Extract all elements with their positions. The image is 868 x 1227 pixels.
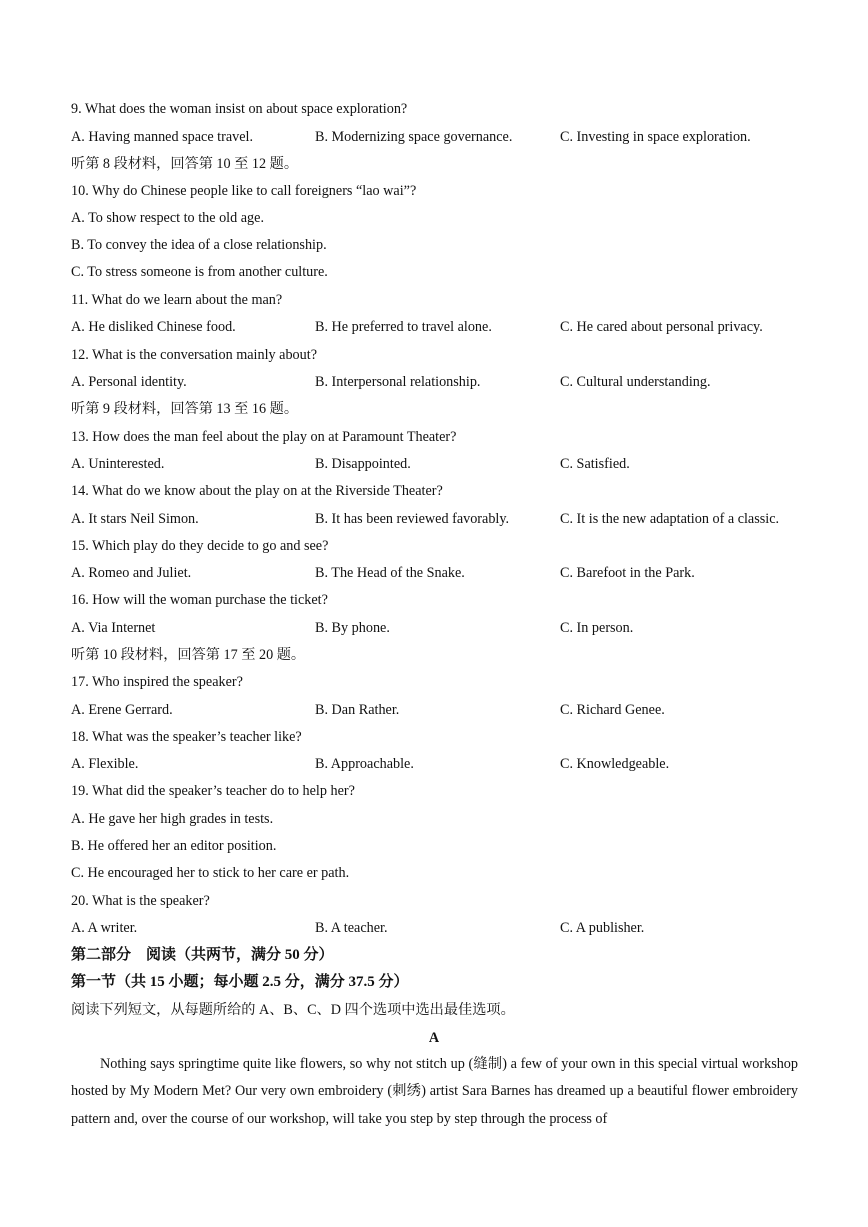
option-c: C. In person. [560, 620, 634, 636]
question-13: 13. How does the man feel about the play on at Paramount Theater? [71, 429, 457, 445]
option-c: C. Richard Genee. [560, 702, 665, 718]
option-a: A. Personal identity. [71, 374, 187, 390]
question-19: 19. What did the speaker’s teacher do to help her? [71, 783, 355, 799]
question-11: 11. What do we learn about the man? [71, 292, 283, 308]
option-c: C. Satisfied. [560, 456, 630, 472]
passage-label: A [428, 1030, 440, 1046]
option-a: A. Having manned space travel. [71, 129, 254, 145]
question-20: 20. What is the speaker? [71, 893, 210, 909]
option-c: C. A publisher. [560, 920, 645, 936]
option-c: C. Barefoot in the Park. [560, 565, 695, 581]
section-8-instruction: 听第 8 段材料，回答第 10 至 12 题。 [71, 156, 299, 172]
question-12: 12. What is the conversation mainly about? [71, 347, 317, 363]
question-17: 17. Who inspired the speaker? [71, 674, 243, 690]
option-c: C. Investing in space exploration. [560, 129, 751, 145]
option-c: C. Cultural understanding. [560, 374, 711, 390]
option-10-c: C. To stress someone is from another culture. [71, 264, 328, 280]
option-b: B. Approachable. [315, 756, 414, 772]
question-14: 14. What do we know about the play on at the Riverside Theater? [71, 483, 443, 499]
option-10-b: B. To convey the idea of a close relationship. [71, 237, 327, 253]
option-b: B. Disappointed. [315, 456, 411, 472]
part-two-title: 第二部分 阅读（共两节，满分 50 分） [71, 947, 334, 963]
question-16: 16. How will the woman purchase the ticket? [71, 592, 328, 608]
option-c: C. Knowledgeable. [560, 756, 670, 772]
option-b: B. He preferred to travel alone. [315, 319, 492, 335]
option-b: B. Interpersonal relationship. [315, 374, 481, 390]
question-10: 10. Why do Chinese people like to call foreigners “lao wai”? [71, 183, 417, 199]
question-9: 9. What does the woman insist on about space exploration? [71, 101, 408, 117]
option-a: A. Romeo and Juliet. [71, 565, 192, 581]
option-10-a: A. To show respect to the old age. [71, 210, 264, 226]
reading-instruction: 阅读下列短文，从每题所给的 A、B、C、D 四个选项中选出最佳选项。 [71, 1002, 515, 1018]
option-a: A. Via Internet [71, 620, 156, 636]
option-b: B. It has been reviewed favorably. [315, 511, 510, 527]
option-c: C. It is the new adaptation of a classic. [560, 511, 780, 527]
option-c: C. He cared about personal privacy. [560, 319, 763, 335]
section-one-title: 第一节（共 15 小题；每小题 2.5 分，满分 37.5 分） [71, 974, 409, 990]
option-b: B. Dan Rather. [315, 702, 400, 718]
section-10-instruction: 听第 10 段材料，回答第 17 至 20 题。 [71, 647, 306, 663]
option-19-b: B. He offered her an editor position. [71, 838, 277, 854]
option-b: B. Modernizing space governance. [315, 129, 513, 145]
passage-a-text: Nothing says springtime quite like flowers, so why not stitch up (缝制) a few of your own in this special virtual workshop hosted by My Modern Met? Our very own embroidery (刺绣) artist Sara Barnes has dreamed up a beautiful flower embroidery pattern and, over the course of our workshop, will take you step by step through the process of [71, 1056, 798, 1127]
option-b: B. A teacher. [315, 920, 388, 936]
option-b: B. The Head of the Snake. [315, 565, 465, 581]
option-19-a: A. He gave her high grades in tests. [71, 811, 274, 827]
option-a: A. Flexible. [71, 756, 139, 772]
option-19-c: C. He encouraged her to stick to her care er path. [71, 865, 350, 881]
option-a: A. Uninterested. [71, 456, 165, 472]
question-15: 15. Which play do they decide to go and see? [71, 538, 329, 554]
option-b: B. By phone. [315, 620, 390, 636]
option-a: A. He disliked Chinese food. [71, 319, 236, 335]
question-18: 18. What was the speaker’s teacher like? [71, 729, 302, 745]
option-a: A. A writer. [71, 920, 138, 936]
option-a: A. It stars Neil Simon. [71, 511, 199, 527]
section-9-instruction: 听第 9 段材料，回答第 13 至 16 题。 [71, 401, 299, 417]
option-a: A. Erene Gerrard. [71, 702, 173, 718]
